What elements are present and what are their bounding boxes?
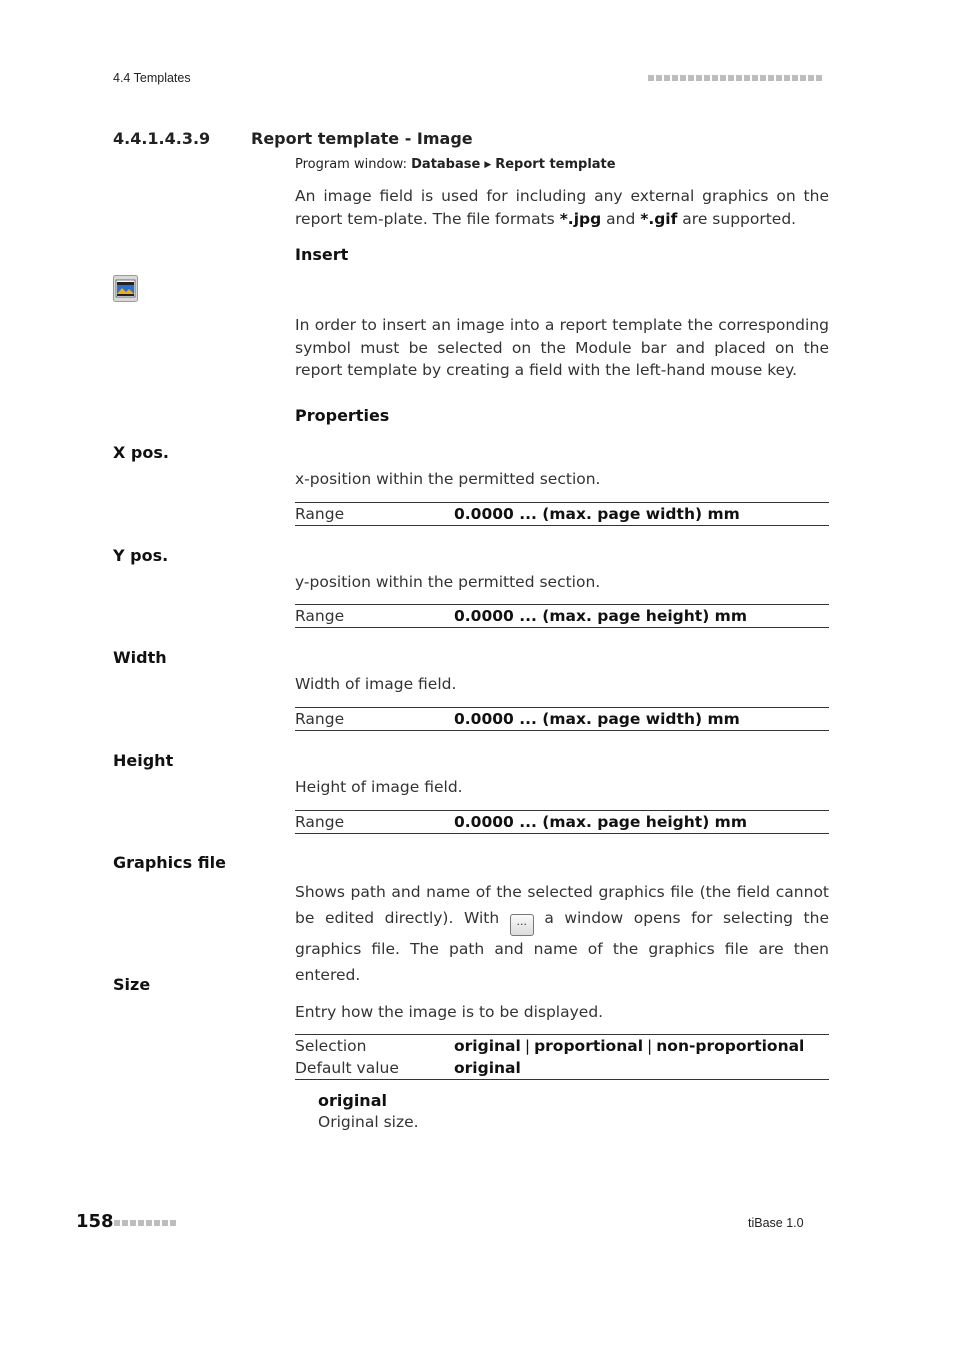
option-desc-original: Original size. bbox=[318, 1113, 419, 1131]
graphics-file-paragraph: Shows path and name of the selected graphics file (the field cannot be edited directly). With ... a window opens for selecting the graphics file. The path and name of the graphics file are then entered. bbox=[295, 883, 829, 984]
range-key: Range bbox=[295, 813, 345, 831]
option-separator: | bbox=[647, 1037, 653, 1055]
prop-range-table-xpos bbox=[295, 502, 829, 526]
range-value: 0.0000 ... (max. page width) mm bbox=[454, 710, 740, 728]
option-proportional: proportional bbox=[534, 1037, 644, 1055]
prop-range-table-width bbox=[295, 707, 829, 731]
option-original: original bbox=[454, 1037, 521, 1055]
section-title: Report template - Image bbox=[251, 129, 473, 148]
image-field-icon bbox=[113, 275, 138, 302]
selection-key: Selection bbox=[295, 1037, 367, 1055]
prop-desc-size: Entry how the image is to be displayed. bbox=[295, 1003, 604, 1021]
default-key: Default value bbox=[295, 1059, 399, 1077]
prop-desc-height: Height of image field. bbox=[295, 778, 463, 796]
option-title-original: original bbox=[318, 1091, 387, 1110]
prop-desc-width: Width of image field. bbox=[295, 675, 457, 693]
range-key: Range bbox=[295, 607, 345, 625]
breadcrumb bbox=[295, 157, 616, 172]
selection-values bbox=[454, 1035, 829, 1058]
prop-desc-xpos: x-position within the permitted section. bbox=[295, 470, 601, 488]
prop-label-ypos: Y pos. bbox=[113, 546, 169, 565]
running-header-section: 4.4 Templates bbox=[113, 71, 191, 85]
prop-label-xpos: X pos. bbox=[113, 443, 169, 462]
default-value: original bbox=[454, 1059, 521, 1077]
page-number: 158 bbox=[76, 1211, 114, 1232]
header-dot-bar bbox=[648, 75, 822, 81]
format-jpg: *.jpg bbox=[559, 209, 602, 228]
prop-desc-ypos: y-position within the permitted section. bbox=[295, 573, 601, 591]
insert-heading: Insert bbox=[295, 245, 349, 264]
option-separator: | bbox=[524, 1037, 531, 1055]
section-number: 4.4.1.4.3.9 bbox=[113, 129, 211, 148]
properties-heading: Properties bbox=[295, 406, 390, 425]
intro-paragraph: An image field is used for including any external graphics on the report tem-plate. The file formats *.jpg and *.gif are supported. bbox=[295, 187, 829, 228]
range-value: 0.0000 ... (max. page height) mm bbox=[454, 813, 747, 831]
option-non-proportional: non-proportional bbox=[656, 1037, 805, 1055]
prop-label-graphics-file: Graphics file bbox=[113, 853, 226, 872]
range-value: 0.0000 ... (max. page height) mm bbox=[454, 607, 747, 625]
breadcrumb-arrow-icon: ▶ bbox=[484, 160, 492, 170]
format-gif: *.gif bbox=[640, 209, 678, 228]
range-value: 0.0000 ... (max. page width) mm bbox=[454, 505, 740, 523]
range-key: Range bbox=[295, 710, 345, 728]
prop-range-table-ypos bbox=[295, 604, 829, 628]
prop-label-height: Height bbox=[113, 751, 174, 770]
ellipsis-button-icon[interactable]: ... bbox=[510, 914, 534, 936]
prop-label-size: Size bbox=[113, 975, 151, 994]
footer-dot-bar bbox=[114, 1220, 176, 1226]
breadcrumb-report-template: Report template bbox=[495, 157, 616, 172]
breadcrumb-database: Database bbox=[411, 157, 481, 172]
insert-paragraph: In order to insert an image into a report template the corresponding symbol must be selected on the Module bar and placed on the report template by creating a field with the left-hand mouse key. bbox=[295, 316, 829, 379]
footer-product: tiBase 1.0 bbox=[748, 1216, 804, 1230]
prop-label-width: Width bbox=[113, 648, 167, 667]
breadcrumb-prefix: Program window: bbox=[295, 157, 407, 172]
prop-range-table-height bbox=[295, 810, 829, 834]
size-selection-table bbox=[295, 1034, 829, 1080]
range-key: Range bbox=[295, 505, 345, 523]
